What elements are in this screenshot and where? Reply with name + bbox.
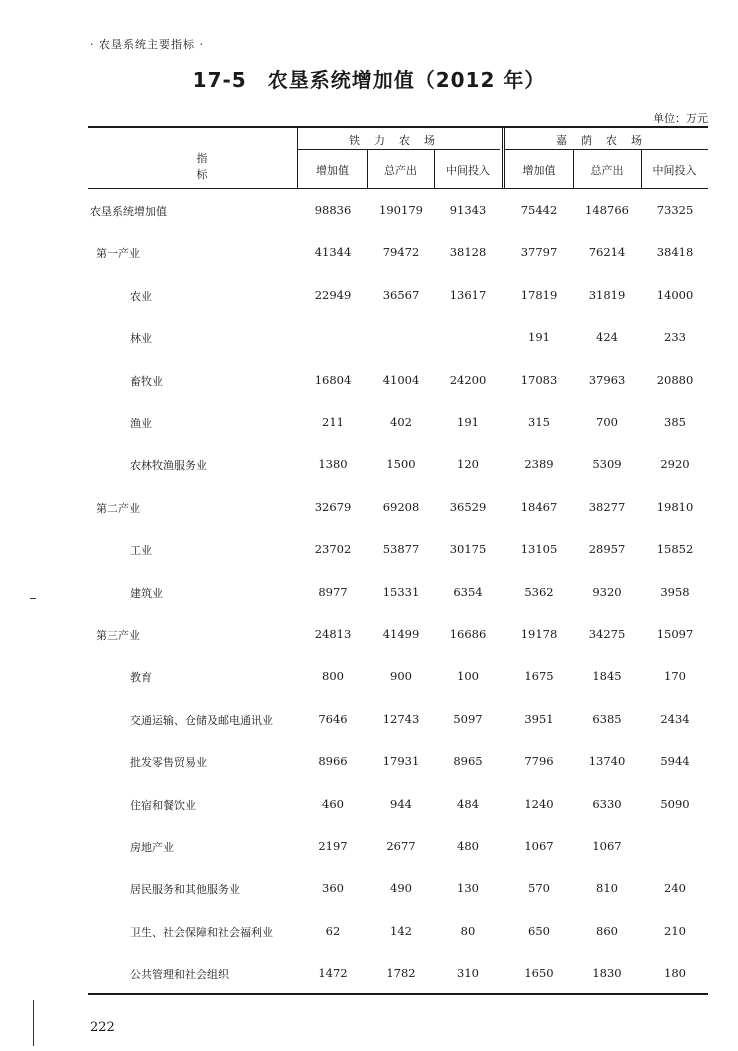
row-label: 农垦系统增加值 bbox=[90, 205, 167, 218]
table-row bbox=[0, 797, 738, 817]
table-cell: 16804 bbox=[314, 372, 352, 387]
table-cell: 14000 bbox=[656, 287, 694, 302]
table-cell: 38418 bbox=[656, 245, 694, 260]
table-row bbox=[0, 839, 738, 859]
table-cell: 9320 bbox=[592, 584, 622, 599]
row-label: 渔业 bbox=[130, 417, 152, 430]
table-cell: 38277 bbox=[588, 499, 626, 514]
row-label: 教育 bbox=[130, 671, 152, 685]
table-cell: 53877 bbox=[382, 542, 420, 557]
table-row bbox=[0, 627, 738, 647]
table-cell: 79472 bbox=[382, 245, 420, 260]
table-cell: 31819 bbox=[588, 287, 626, 302]
column-header: 总产出 bbox=[590, 164, 624, 177]
table-cell: 8977 bbox=[318, 584, 348, 599]
table-cell: 69208 bbox=[382, 499, 420, 514]
table-cell: 120 bbox=[457, 457, 479, 472]
table-cell: 180 bbox=[664, 966, 686, 981]
table-cell: 1067 bbox=[592, 839, 622, 853]
table-cell: 700 bbox=[596, 415, 618, 429]
table-cell: 130 bbox=[457, 881, 479, 896]
table-cell: 650 bbox=[528, 923, 550, 938]
table-cell: 22949 bbox=[314, 287, 352, 302]
group-header-jiayin: 嘉荫农场 bbox=[556, 134, 656, 147]
table-cell: 142 bbox=[390, 923, 412, 938]
header-bottom-rule bbox=[88, 188, 708, 189]
table-cell: 5309 bbox=[592, 457, 622, 472]
table-cell: 76214 bbox=[588, 245, 626, 260]
table-cell: 170 bbox=[664, 669, 686, 684]
table-cell: 8966 bbox=[318, 754, 348, 769]
table-cell: 6385 bbox=[592, 711, 622, 726]
table-cell: 315 bbox=[528, 415, 550, 429]
indicator-header: 指 标 bbox=[196, 152, 291, 181]
table-cell: 41344 bbox=[314, 245, 352, 260]
column-header: 增加值 bbox=[522, 164, 556, 177]
margin-mark bbox=[30, 598, 36, 599]
table-cell: 15331 bbox=[382, 584, 420, 599]
group-header-tieli: 铁力农场 bbox=[349, 134, 449, 147]
table-cell: 15852 bbox=[656, 542, 694, 557]
table-cell: 23702 bbox=[314, 542, 352, 557]
row-label: 农林牧渔服务业 bbox=[130, 459, 207, 473]
table-cell: 1067 bbox=[524, 839, 554, 853]
table-cell: 210 bbox=[664, 923, 686, 938]
table-cell: 91343 bbox=[449, 203, 487, 217]
row-label: 居民服务和其他服务业 bbox=[130, 883, 240, 897]
table-cell: 944 bbox=[390, 796, 412, 811]
table-cell: 900 bbox=[390, 669, 412, 684]
table-row bbox=[0, 288, 738, 308]
group-underline-2 bbox=[504, 149, 708, 150]
table-cell: 20880 bbox=[656, 372, 694, 387]
margin-mark bbox=[33, 1000, 34, 1046]
table-cell: 41499 bbox=[382, 627, 420, 641]
table-cell: 1240 bbox=[524, 796, 554, 811]
row-label: 第二产业 bbox=[96, 501, 140, 515]
table-row bbox=[0, 500, 738, 520]
table-cell: 19178 bbox=[520, 627, 558, 641]
table-cell: 1845 bbox=[592, 669, 622, 684]
table-cell: 190179 bbox=[379, 203, 423, 217]
table-cell: 17819 bbox=[520, 287, 558, 302]
table-cell: 36567 bbox=[382, 287, 420, 302]
header-divider bbox=[502, 127, 503, 188]
table-cell: 2389 bbox=[524, 457, 554, 472]
row-label: 住宿和餐饮业 bbox=[130, 798, 196, 812]
table-cell: 16686 bbox=[449, 627, 487, 641]
row-label: 批发零售贸易业 bbox=[130, 756, 207, 770]
table-cell: 800 bbox=[322, 669, 344, 684]
table-cell: 360 bbox=[322, 881, 344, 896]
row-label: 交通运输、仓储及邮电通讯业 bbox=[130, 713, 273, 727]
table-cell: 3958 bbox=[660, 584, 690, 599]
row-label: 农业 bbox=[130, 289, 152, 303]
table-row bbox=[0, 203, 738, 223]
group-underline-1 bbox=[298, 149, 500, 150]
row-label: 畜牧业 bbox=[130, 374, 163, 388]
table-cell: 5090 bbox=[660, 796, 690, 811]
table-cell: 7796 bbox=[524, 754, 554, 769]
top-rule bbox=[88, 126, 708, 128]
table-cell: 570 bbox=[528, 881, 550, 896]
table-row bbox=[0, 924, 738, 944]
table-cell: 18467 bbox=[520, 499, 558, 514]
table-cell: 6330 bbox=[592, 796, 622, 811]
table-cell: 490 bbox=[390, 881, 412, 896]
table-row bbox=[0, 712, 738, 732]
table-cell: 15097 bbox=[656, 627, 694, 641]
table-cell: 2197 bbox=[318, 839, 348, 853]
table-cell: 34275 bbox=[588, 627, 626, 641]
table-row bbox=[0, 457, 738, 477]
table-cell: 1472 bbox=[318, 966, 348, 981]
table-row bbox=[0, 373, 738, 393]
table-row bbox=[0, 330, 738, 350]
running-head: · 农垦系统主要指标 · bbox=[90, 38, 204, 51]
table-cell: 1380 bbox=[318, 457, 348, 472]
table-cell: 148766 bbox=[585, 203, 629, 217]
table-cell: 810 bbox=[596, 881, 618, 896]
row-label: 第一产业 bbox=[96, 247, 140, 261]
table-cell: 1830 bbox=[592, 966, 622, 981]
table-cell: 7646 bbox=[318, 711, 348, 726]
table-cell: 2677 bbox=[386, 839, 416, 853]
table-cell: 860 bbox=[596, 923, 618, 938]
table-cell: 24813 bbox=[314, 627, 352, 641]
table-row bbox=[0, 669, 738, 689]
table-cell: 240 bbox=[664, 881, 686, 896]
table-cell: 32679 bbox=[314, 499, 352, 514]
table-cell: 5362 bbox=[524, 584, 554, 599]
table-cell: 38128 bbox=[449, 245, 487, 260]
table-cell: 484 bbox=[457, 796, 479, 811]
table-cell: 8965 bbox=[453, 754, 483, 769]
table-row bbox=[0, 585, 738, 605]
table-cell: 36529 bbox=[449, 499, 487, 514]
column-header: 中间投入 bbox=[652, 164, 697, 177]
row-label: 工业 bbox=[130, 544, 152, 558]
table-cell: 1650 bbox=[524, 966, 554, 981]
bottom-rule bbox=[88, 993, 708, 995]
table-cell: 2920 bbox=[660, 457, 690, 472]
table-cell: 73325 bbox=[656, 203, 694, 217]
table-row bbox=[0, 881, 738, 901]
table-cell: 19810 bbox=[656, 499, 694, 514]
table-cell: 3951 bbox=[524, 711, 554, 726]
table-cell: 75442 bbox=[520, 203, 558, 217]
table-cell: 460 bbox=[322, 796, 344, 811]
row-label: 公共管理和社会组织 bbox=[130, 968, 229, 982]
table-cell: 62 bbox=[325, 923, 341, 938]
table-cell: 1782 bbox=[386, 966, 416, 981]
table-cell: 211 bbox=[322, 415, 344, 429]
table-cell: 310 bbox=[457, 966, 479, 981]
row-label: 第三产业 bbox=[96, 629, 140, 642]
table-cell: 1675 bbox=[524, 669, 554, 684]
column-header: 中间投入 bbox=[446, 164, 490, 177]
table-row bbox=[0, 966, 738, 986]
table-cell: 17931 bbox=[382, 754, 420, 769]
table-cell: 2434 bbox=[660, 711, 690, 726]
table-row bbox=[0, 245, 738, 265]
table-cell: 100 bbox=[457, 669, 479, 684]
unit-label: 单位：万元 bbox=[653, 112, 708, 125]
table-cell: 37963 bbox=[588, 372, 626, 387]
table-cell: 13740 bbox=[588, 754, 626, 769]
table-cell: 5944 bbox=[660, 754, 690, 769]
column-header: 增加值 bbox=[316, 164, 349, 177]
table-cell: 41004 bbox=[382, 372, 420, 387]
table-cell: 1500 bbox=[386, 457, 416, 472]
table-cell: 80 bbox=[460, 923, 476, 938]
table-cell: 12743 bbox=[382, 711, 420, 726]
row-label: 建筑业 bbox=[130, 586, 163, 600]
table-cell: 37797 bbox=[520, 245, 558, 260]
table-cell: 402 bbox=[390, 415, 412, 429]
table-row bbox=[0, 542, 738, 562]
table-cell: 385 bbox=[664, 415, 686, 429]
table-row bbox=[0, 754, 738, 774]
column-header: 总产出 bbox=[384, 164, 417, 177]
table-cell: 5097 bbox=[453, 711, 483, 726]
table-title: 17-5 农垦系统增加值（2012 年） bbox=[192, 68, 546, 92]
page-number: 222 bbox=[90, 1020, 115, 1035]
table-cell: 6354 bbox=[453, 584, 483, 599]
table-cell: 30175 bbox=[449, 542, 487, 557]
table-cell: 191 bbox=[528, 330, 550, 345]
table-cell: 480 bbox=[457, 839, 479, 853]
row-label: 林业 bbox=[130, 332, 152, 346]
row-label: 房地产业 bbox=[130, 841, 174, 854]
table-cell: 17083 bbox=[520, 372, 558, 387]
table-cell: 28957 bbox=[588, 542, 626, 557]
table-row bbox=[0, 415, 738, 435]
table-cell: 424 bbox=[596, 330, 618, 345]
row-label: 卫生、社会保障和社会福利业 bbox=[130, 925, 273, 939]
table-cell: 13617 bbox=[449, 287, 487, 302]
table-cell: 98836 bbox=[314, 203, 352, 217]
table-cell: 233 bbox=[664, 330, 686, 345]
table-cell: 13105 bbox=[520, 542, 558, 557]
table-cell: 24200 bbox=[449, 372, 487, 387]
table-cell: 191 bbox=[457, 415, 479, 429]
